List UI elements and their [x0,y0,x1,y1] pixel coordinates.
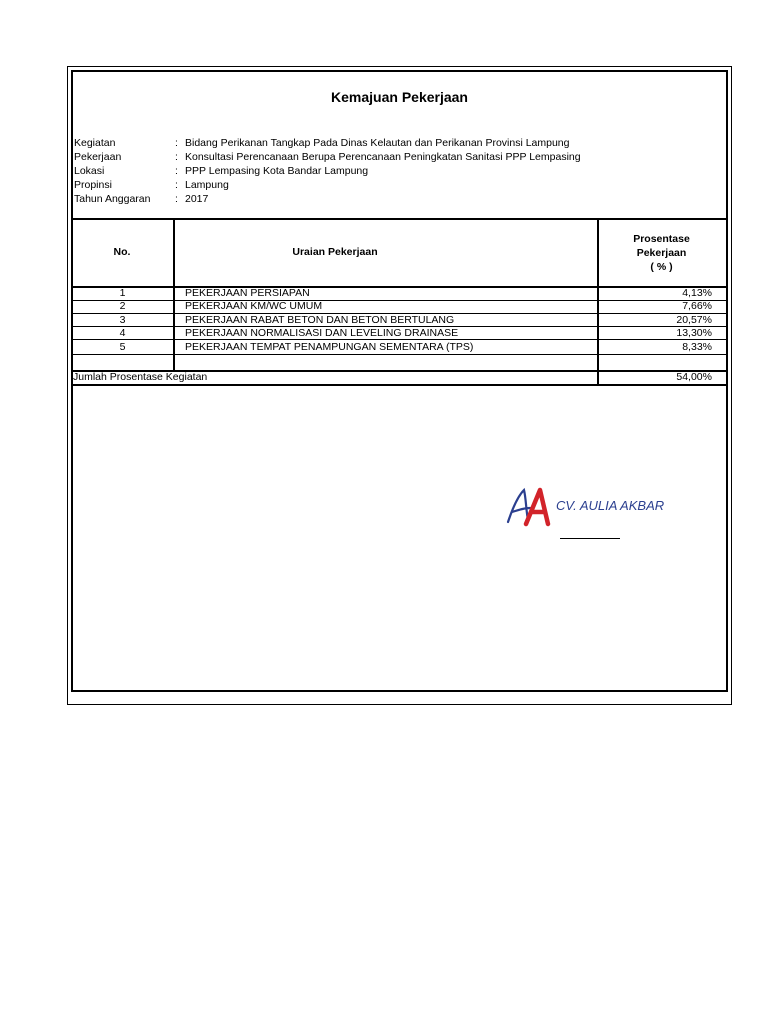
info-label: Propinsi [74,179,112,191]
header-prosentase-line1: Prosentase [633,233,690,245]
logo-text: CV. AULIA AKBAR [556,498,664,513]
info-label: Tahun Anggaran [74,193,151,205]
info-value: Konsultasi Perencanaan Berupa Perencanaan Peningkatan Sanitasi PPP Lempasing [185,151,581,163]
info-label: Lokasi [74,165,105,177]
info-label: Pekerjaan [74,151,122,163]
header-prosentase [599,232,724,274]
info-colon: : [175,151,178,163]
row-prosentase: 4,13% [682,287,712,299]
row-prosentase: 8,33% [682,341,712,353]
signature-line [560,538,620,539]
row-uraian: PEKERJAAN KM/WC UMUM [185,300,323,312]
row-no: 4 [119,327,126,339]
info-value: 2017 [185,193,209,205]
info-colon: : [175,137,178,149]
company-logo [504,484,664,532]
total-value: 54,00% [676,371,712,383]
table-top-rule [71,218,728,220]
info-row-tahun-anggaran [74,192,581,206]
total-label: Jumlah Prosentase Kegiatan [73,371,208,383]
header-uraian: Uraian Pekerjaan [292,246,378,258]
info-colon: : [175,165,178,177]
table-bottom-rule [71,384,728,386]
row-no: 3 [119,314,126,326]
row-no: 2 [119,300,126,312]
info-colon: : [175,179,178,191]
info-row-kegiatan [74,136,581,150]
info-label: Kegiatan [74,137,116,149]
row-prosentase: 7,66% [682,300,712,312]
row-uraian: PEKERJAAN NORMALISASI DAN LEVELING DRAINASE [185,327,459,339]
header-no: No. [113,246,131,258]
info-value: PPP Lempasing Kota Bandar Lampung [185,165,369,177]
info-value: Lampung [185,179,229,191]
info-row-propinsi [74,178,581,192]
row-prosentase: 20,57% [676,314,712,326]
row-prosentase: 13,30% [676,327,712,339]
progress-table [71,218,728,386]
row-uraian: PEKERJAAN RABAT BETON DAN BETON BERTULANG [185,314,455,326]
page-title: Kemajuan Pekerjaan [331,89,468,105]
row-uraian: PEKERJAAN PERSIAPAN [185,287,310,299]
header-prosentase-line3: ( % ) [650,261,673,273]
row-uraian: PEKERJAAN TEMPAT PENAMPUNGAN SEMENTARA (TPS) [185,341,474,353]
info-row-lokasi [74,164,581,178]
info-colon: : [175,193,178,205]
info-row-pekerjaan [74,150,581,164]
row-no: 1 [119,287,126,299]
row-no: 5 [119,341,126,353]
row-rule [71,354,728,355]
header-prosentase-line2: Pekerjaan [636,247,687,259]
info-value: Bidang Perikanan Tangkap Pada Dinas Kelautan dan Perikanan Provinsi Lampung [185,137,570,149]
company-logo-graphic [504,484,664,532]
project-info [74,136,581,206]
